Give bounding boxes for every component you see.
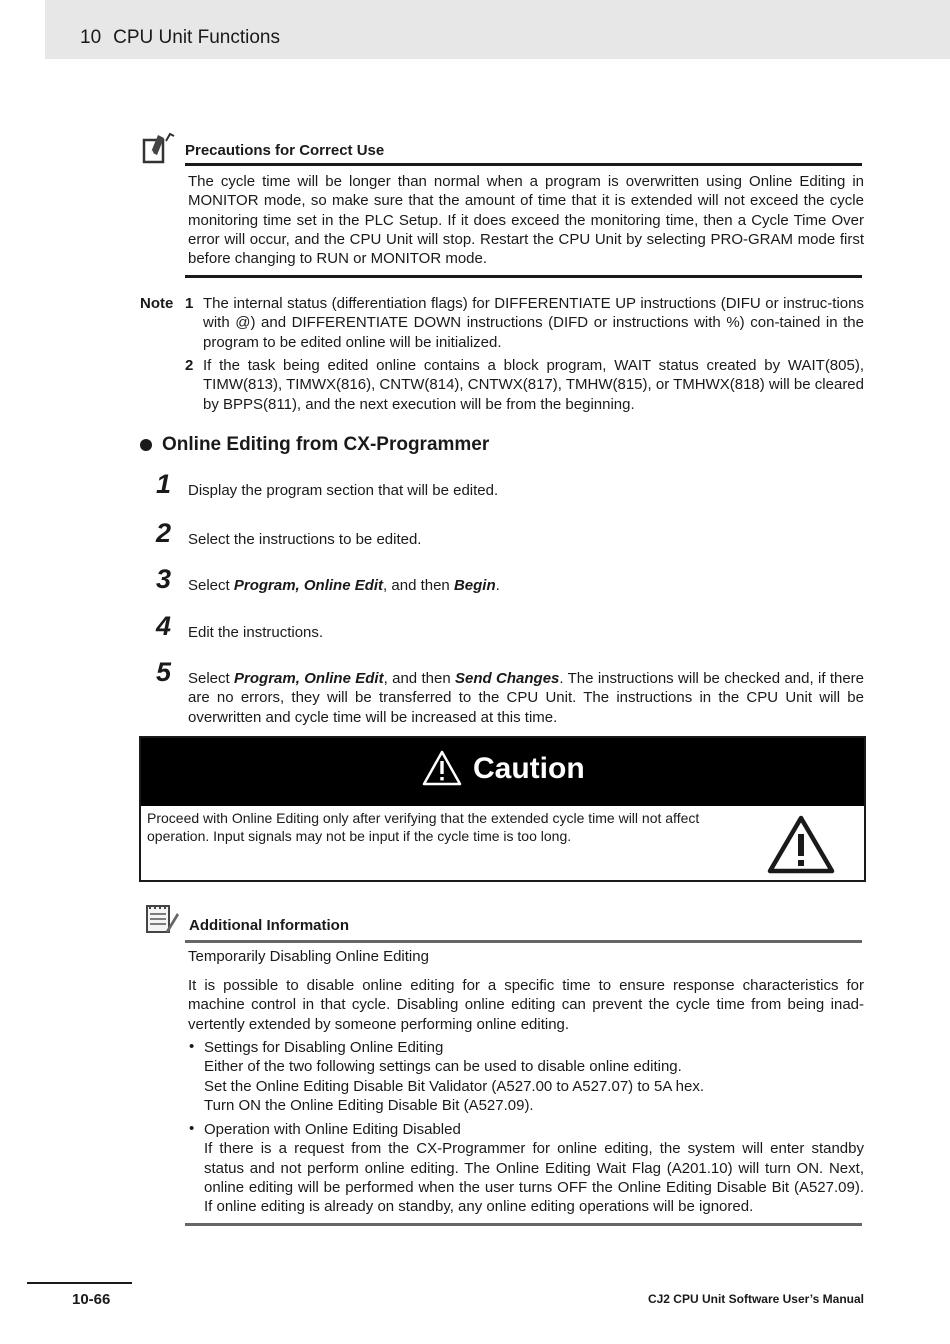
caution-box	[139, 736, 866, 882]
menu-command: Begin	[453, 577, 496, 594]
notepad-icon	[144, 901, 180, 935]
step-number: 4	[156, 611, 172, 641]
note-number: 2	[185, 357, 194, 374]
step-text	[188, 576, 500, 595]
chapter-title: CPU Unit Functions	[113, 27, 280, 48]
step-number: 3	[156, 564, 172, 594]
additional-subtitle: Temporarily Disabling Online Editing	[188, 948, 429, 965]
step-text-part: Select	[188, 670, 235, 687]
precautions-rule-top	[185, 163, 862, 166]
precautions-body: The cycle time will be longer than normal when a program is overwritten using Online Editing in MONITOR mode, so make sure that the amount of time that it is extended will not exceed the cycle monitoring time set in the PLC Setup. If it does exceed the monitoring time, then a Cycle Time Over error will occur, and the CPU Unit will stop. Restart the CPU Unit by selecting PRO-GRAM mode first before changing to RUN or MONITOR mode.	[188, 173, 864, 268]
list-item-heading: Settings for Disabling Online Editing	[204, 1039, 444, 1056]
step-text: Edit the instructions.	[188, 624, 324, 641]
list-item-line: Set the Online Editing Disable Bit Validator (A527.00 to A527.07) to 5A hex.	[204, 1077, 705, 1095]
warning-triangle-icon	[422, 750, 462, 786]
section-title: Online Editing from CX-Programmer	[162, 434, 490, 455]
menu-path: Program, Online Edit	[234, 670, 384, 687]
note-text: The internal status (differentiation flags) for DIFFERENTIATE UP instructions (DIFU or instruc-tions with @) and DIFFERENTIATE DOWN instructions (DIFD or instructions with %) con-tained in the program to be edited online will be initialized.	[203, 295, 864, 351]
chapter-number: 10	[80, 27, 102, 48]
list-item-body: If there is a request from the CX-Programmer for online editing, the system will enter standby status and not perform online editing. The Online Editing Wait Flag (A201.10) will turn ON. Next, online editing will be performed when the user turns OFF the Online Editing Disable Bit (A527.09). If online editing is already on standby, any online editing operations will be ignored.	[204, 1140, 864, 1216]
section-bullet-icon	[140, 439, 152, 451]
additional-rule-top	[185, 940, 862, 943]
page-number: 10-66	[72, 1291, 111, 1308]
precautions-rule-bottom	[185, 275, 862, 278]
note-label: Note	[140, 295, 174, 312]
note-number: 1	[185, 295, 194, 312]
step-text	[188, 669, 864, 727]
step-number: 5	[156, 657, 172, 687]
step-text-part: .	[495, 577, 500, 594]
step-text-part: , and then	[383, 577, 454, 594]
step-text-part: , and then	[383, 670, 456, 687]
bullet-icon: •	[189, 1038, 195, 1055]
list-item	[204, 1038, 864, 1115]
step-text-part: . The instructions will be checked and, if there are no errors, they will be transferred to the CPU Unit. The instructions in the CPU Unit will be overwritten and cycle time will be increased at this time.	[188, 670, 865, 726]
step-text: Display the program section that will be edited.	[188, 482, 499, 499]
step-text-part: Select	[188, 577, 234, 594]
warning-triangle-icon	[767, 814, 835, 874]
list-item-heading: Operation with Online Editing Disabled	[204, 1121, 461, 1138]
additional-rule-bottom	[185, 1223, 862, 1226]
caution-header	[141, 738, 864, 806]
pencil-check-icon	[142, 131, 176, 165]
chapter-header	[45, 0, 950, 59]
step-text: Select the instructions to be edited.	[188, 531, 422, 548]
list-item-line: Turn ON the Online Editing Disable Bit (A527.09).	[204, 1096, 534, 1114]
step-number: 2	[156, 518, 172, 548]
caution-text: Proceed with Online Editing only after verifying that the extended cycle time will not affect operation. Input signals may not be input if the cycle time is too long.	[147, 810, 700, 844]
precautions-title: Precautions for Correct Use	[185, 142, 385, 159]
list-item-line: Either of the two following settings can be used to disable online editing.	[204, 1058, 682, 1076]
chapter-heading	[80, 27, 280, 49]
manual-title: CJ2 CPU Unit Software User’s Manual	[647, 1292, 864, 1306]
additional-info-title: Additional Information	[189, 917, 349, 934]
footer-rule	[27, 1282, 132, 1284]
additional-intro: It is possible to disable online editing for a specific time to ensure response characteristics for machine control in that cycle. Disabling online editing can prevent the cycle time from being inad-vertently extended by someone performing online editing.	[188, 977, 864, 1033]
step-number: 1	[156, 469, 172, 499]
caution-label: Caution	[473, 752, 585, 785]
bullet-icon: •	[189, 1120, 195, 1137]
note-text: If the task being edited online contains a block program, WAIT status created by WAIT(805), TIMW(813), TIMWX(816), CNTW(814), CNTWX(817), TMHW(815), or TMHWX(818) will be cleared by BPPS(811), and the next execution will be from the beginning.	[203, 357, 864, 413]
menu-command: Send Changes	[455, 670, 560, 687]
list-item	[204, 1120, 864, 1216]
menu-path: Program, Online Edit	[233, 577, 384, 594]
